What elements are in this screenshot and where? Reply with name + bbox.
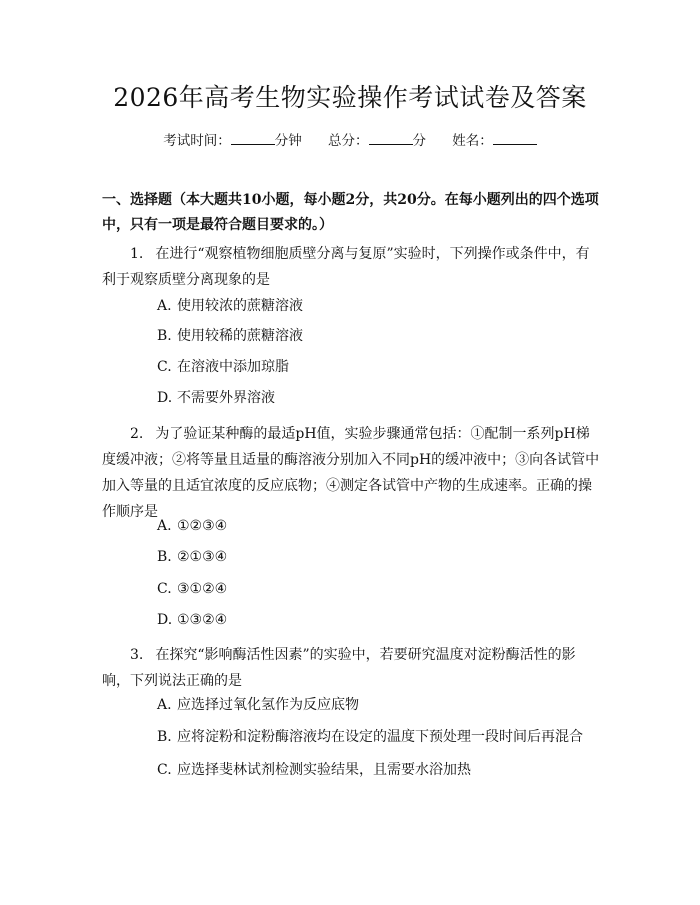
question-3-option-c [157, 759, 597, 781]
option-text: ②①③④ [177, 549, 228, 565]
question-2 [102, 421, 602, 525]
question-1-option-c [157, 356, 597, 378]
question-2-option-c [157, 578, 597, 600]
option-text: 在溶液中添加琼脂 [177, 359, 289, 375]
question-2-option-a [157, 515, 597, 537]
student-name-blank [493, 131, 537, 145]
question-3-option-b [157, 726, 597, 748]
option-label: B. [157, 549, 172, 565]
option-label: A. [157, 518, 172, 534]
total-score-blank [369, 131, 413, 145]
option-label: D. [157, 612, 173, 628]
option-label: A. [157, 298, 172, 314]
exam-info-line [0, 130, 700, 152]
question-3 [102, 642, 602, 694]
option-label: A. [157, 697, 172, 713]
option-text: 应将淀粉和淀粉酶溶液均在设定的温度下预处理一段时间后再混合 [177, 729, 583, 745]
question-3-option-a [157, 694, 597, 716]
question-1-option-b [157, 325, 597, 347]
option-text: ①③②④ [177, 612, 228, 628]
option-text: 应选择斐林试剂检测实验结果，且需要水浴加热 [177, 762, 471, 778]
question-number: 3. [130, 647, 144, 663]
section-heading: 一、选择题（本大题共10小题，每小题2分，共20分。在每小题列出的四个选项中，只有一项是最符合题目要求的。） [102, 192, 599, 233]
total-score-unit: 分 [412, 133, 426, 149]
option-label: B. [157, 328, 172, 344]
option-label: C. [157, 359, 172, 375]
question-number: 2. [130, 426, 144, 442]
exam-time-field [163, 133, 302, 149]
question-1-option-a [157, 295, 597, 317]
option-label: C. [157, 581, 172, 597]
total-score-field [328, 133, 426, 149]
option-text: 应选择过氧化氢作为反应底物 [177, 697, 359, 713]
option-text: 使用较浓的蔗糖溶液 [177, 298, 303, 314]
question-text: 为了验证某种酶的最适pH值，实验步骤通常包括：①配制一系列pH梯度缓冲液；②将等量且适量的酶溶液分别加入不同pH的缓冲液中；③向各试管中加入等量的且适宜浓度的反应底物；④测定各试管中产物的生成速率。正确的操作顺序是 [102, 426, 600, 520]
question-2-option-d [157, 609, 597, 631]
option-text: 使用较稀的蔗糖溶液 [177, 328, 303, 344]
question-text: 在进行“观察植物细胞质壁分离与复原”实验时，下列操作或条件中，有利于观察质壁分离现象的是 [102, 246, 590, 288]
student-name-field [452, 133, 537, 149]
question-1 [102, 241, 602, 293]
exam-time-blank [231, 131, 275, 145]
exam-time-unit: 分钟 [274, 133, 302, 149]
option-label: B. [157, 729, 172, 745]
option-text: 不需要外界溶液 [177, 390, 275, 406]
question-number: 1. [130, 246, 144, 262]
student-name-label: 姓名： [452, 133, 493, 149]
question-text: 在探究“影响酶活性因素”的实验中，若要研究温度对淀粉酶活性的影响，下列说法正确的是 [102, 647, 576, 689]
question-1-option-d [157, 387, 597, 409]
exam-time-label: 考试时间： [163, 133, 231, 149]
question-2-option-b [157, 546, 597, 568]
total-score-label: 总分： [328, 133, 369, 149]
document-title: 2026年高考生物实验操作考试试卷及答案 [113, 83, 587, 112]
option-text: ③①②④ [177, 581, 228, 597]
option-label: D. [157, 390, 173, 406]
option-label: C. [157, 762, 172, 778]
option-text: ①②③④ [177, 518, 228, 534]
